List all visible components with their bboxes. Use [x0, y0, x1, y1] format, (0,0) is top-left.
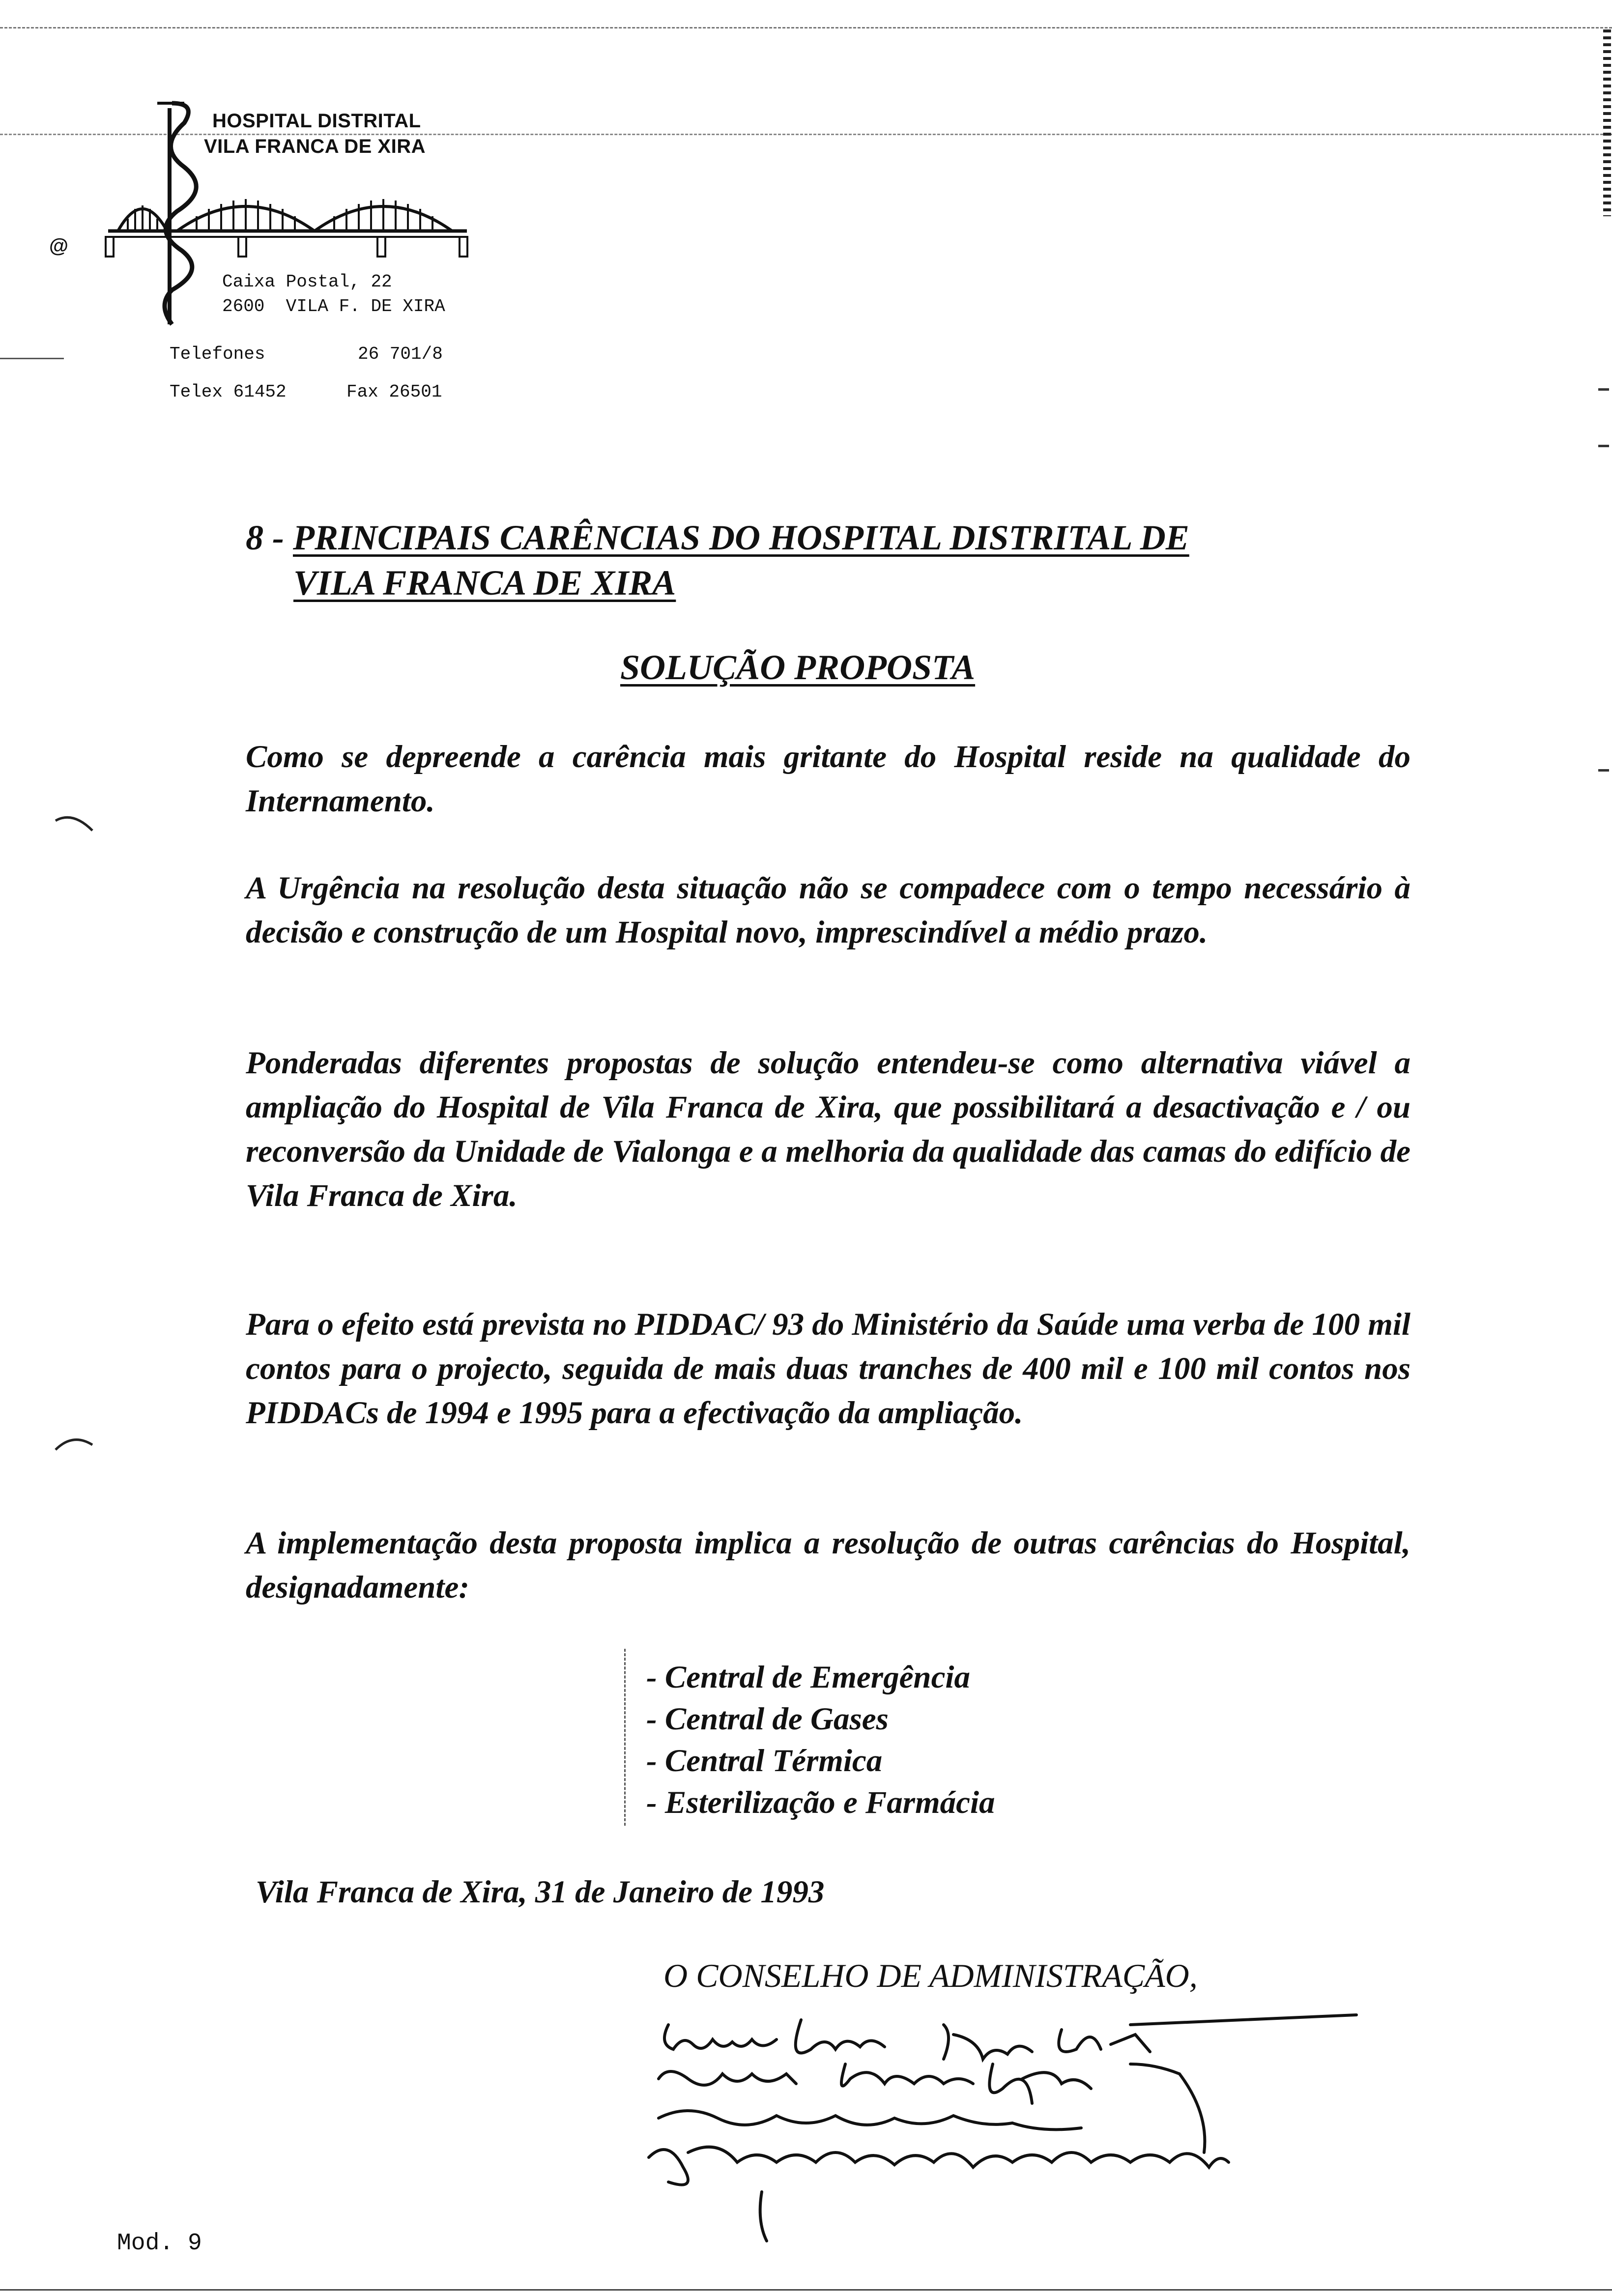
paragraph-1: Como se depreende a carência mais gritante do Hospital reside na qualidade do Internamento. [246, 739, 1410, 819]
scan-mark [1598, 769, 1609, 772]
title-line1: PRINCIPAIS CARÊNCIAS DO HOSPITAL DISTRITAL DE [292, 518, 1189, 557]
scan-dashed-line-mid [0, 358, 64, 359]
list-item: - Esterilização e Farmácia [646, 1785, 995, 1820]
place-date: Vila Franca de Xira, 31 de Janeiro de 1993 [256, 1874, 825, 1910]
address-line1: Caixa Postal, 22 [222, 272, 392, 292]
paragraph-2: A Urgência na resolução desta situação não se compadece com o tempo necessário à decisão e construção de um Hospital novo, imprescindível a médio prazo. [246, 870, 1410, 950]
handwritten-signatures [639, 2005, 1376, 2261]
telefones-label: Telefones [170, 344, 265, 364]
subtitle-row [620, 645, 975, 690]
list-item: - Central de Emergência [646, 1660, 970, 1695]
signatory: O CONSELHO DE ADMINISTRAÇÃO, [663, 1957, 1198, 1994]
hospital-name-line1: HOSPITAL DISTRITAL [212, 110, 421, 132]
subtitle: SOLUÇÃO PROPOSTA [620, 648, 976, 687]
list-item: - Central Térmica [646, 1743, 883, 1779]
scan-edge-marks [1603, 29, 1611, 216]
telex-number: Telex 61452 [170, 382, 287, 402]
scan-mark [1598, 445, 1609, 447]
list-bracket [624, 1649, 626, 1826]
telefones-value: 26 701/8 [358, 344, 443, 364]
section-number: 8 - [246, 518, 293, 557]
paragraph-4: Para o efeito está prevista no PIDDAC/ 93 do Ministério da Saúde uma verba de 100 mil contos para o projecto, seguida de mais duas tranches de 400 mil e 100 mil contos nos PIDDACs de 1994 e 1995 para a efectivação da ampliação. [246, 1307, 1410, 1431]
hospital-name-line2: VILA FRANCA DE XIRA [204, 136, 426, 157]
footer-rule [0, 2289, 1612, 2291]
scan-arc-mark [53, 1430, 97, 1460]
fax-number: Fax 26501 [346, 382, 442, 402]
address-line2: 2600 VILA F. DE XIRA [222, 296, 445, 316]
paragraph-5: A implementação desta proposta implica a resolução de outras carências do Hospital, designadamente: [246, 1525, 1410, 1605]
scan-dashed-line-top [0, 27, 1612, 29]
list-item: - Central de Gases [646, 1701, 889, 1737]
scan-mark [1598, 388, 1609, 391]
title-line2: VILA FRANCA DE XIRA [293, 563, 676, 603]
at-symbol: @ [49, 235, 69, 257]
form-code: Mod. 9 [117, 2230, 202, 2257]
page-title [246, 515, 1189, 560]
title-line2-row [293, 560, 676, 605]
paragraph-3: Ponderadas diferentes propostas de solução entendeu-se como alternativa viável a ampliação do Hospital de Vila Franca de Xira, que possibilitará a desactivação e / ou reconversão da Unidade de Vialonga e a melhoria da qualidade das camas do edifício de Vila Franca de Xira. [246, 1045, 1410, 1213]
scan-arc-mark [53, 811, 97, 840]
